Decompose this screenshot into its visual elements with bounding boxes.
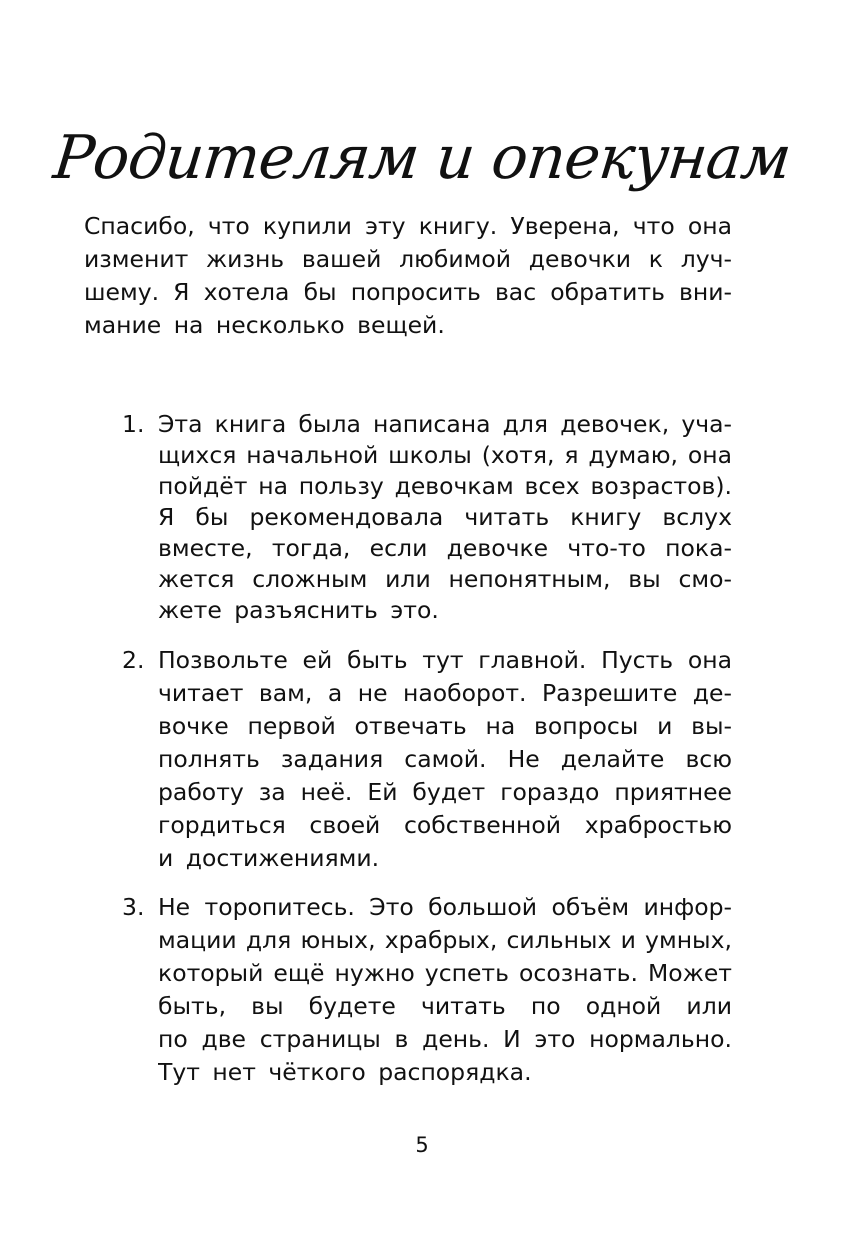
list-item-line: быть, вы будете читать по одной или — [158, 992, 732, 1020]
list-item-line: Эта книга была написана для девочек, уча- — [158, 410, 732, 438]
list-item-line: который ещё нужно успеть осознать. Может — [158, 959, 732, 987]
list-item-line: Я бы рекомендовала читать книгу вслух — [158, 503, 732, 531]
intro-line: Спасибо, что купили эту книгу. Уверена, что она — [84, 212, 732, 240]
list-item-line: жете разъяснить это. — [158, 596, 439, 624]
list-item-line: полнять задания самой. Не делайте всю — [158, 745, 732, 773]
page-title: Родителям и опекунам — [50, 123, 794, 193]
list-item-line: работу за неё. Ей будет гораздо приятнее — [158, 778, 732, 806]
list-item-line: жется сложным или непонятным, вы смо- — [158, 565, 732, 593]
list-item-line: пойдёт на пользу девочкам всех возрастов). — [158, 472, 732, 500]
intro-line: шему. Я хотела бы попросить вас обратить вни- — [84, 278, 732, 306]
list-item-line: щихся начальной школы (хотя, я думаю, она — [158, 441, 732, 469]
list-item-line: Позвольте ей быть тут главной. Пусть она — [158, 646, 732, 674]
list-item-line: Тут нет чёткого распорядка. — [158, 1058, 532, 1086]
list-item-line: по две страницы в день. И это нормально. — [158, 1025, 732, 1053]
intro-line: мание на несколько вещей. — [84, 311, 445, 339]
list-item-line: вместе, тогда, если девочке что-то пока- — [158, 534, 732, 562]
list-item-number: 3. — [122, 893, 145, 921]
list-item-line: вочке первой отвечать на вопросы и вы- — [158, 712, 732, 740]
intro-line: изменит жизнь вашей любимой девочки к луч- — [84, 245, 732, 273]
list-item-number: 2. — [122, 646, 145, 674]
list-item-line: читает вам, а не наоборот. Разрешите де- — [158, 679, 732, 707]
list-item-line: Не торопитесь. Это большой объём инфор- — [158, 893, 732, 921]
list-item-number: 1. — [122, 410, 145, 438]
list-item-line: мации для юных, храбрых, сильных и умных, — [158, 926, 732, 954]
page-number: 5 — [415, 1133, 429, 1157]
list-item-line: гордиться своей собственной храбростью — [158, 811, 732, 839]
list-item-line: и достижениями. — [158, 844, 380, 872]
